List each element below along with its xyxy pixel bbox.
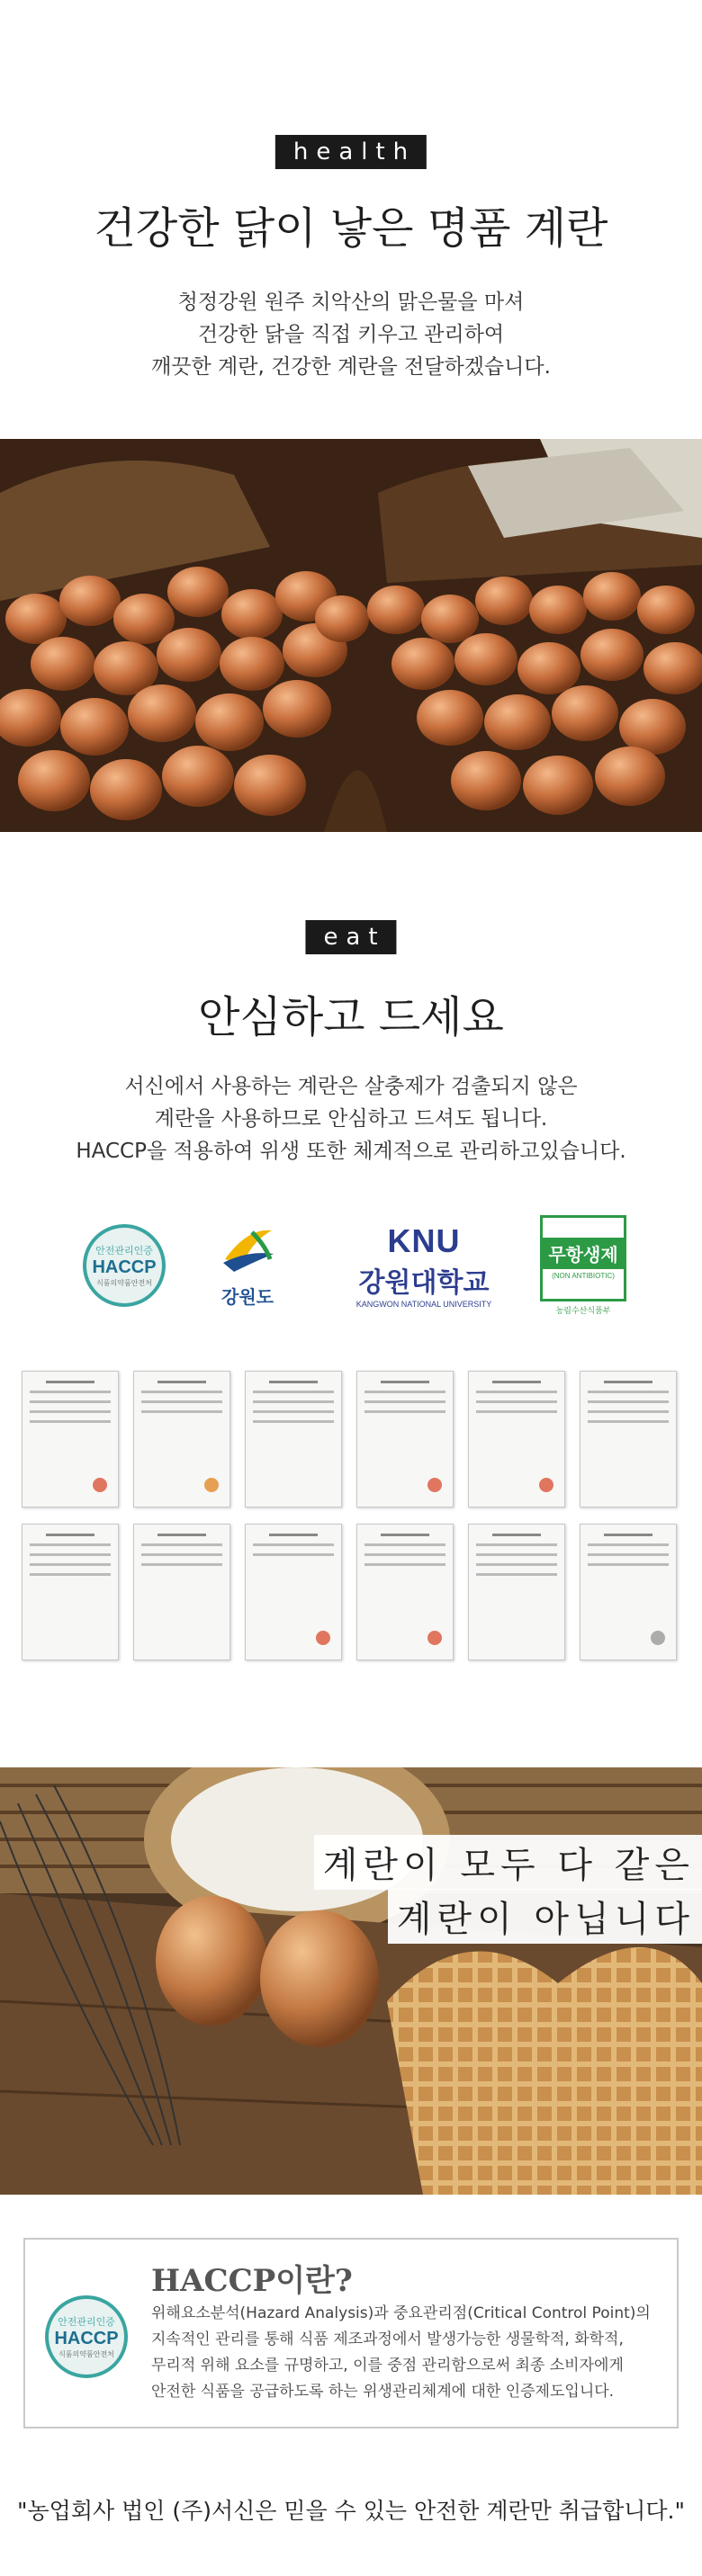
eat-line-1: 서신에서 사용하는 계란은 살충제가 검출되지 않은: [124, 1075, 578, 1098]
certificate-document[interactable]: [22, 1371, 119, 1507]
haccp-line-2: 지속적인 관리를 통해 식품 제조과정에서 발생가능한 생물학적, 화학적,: [151, 2330, 624, 2348]
haccp-badge-icon: [45, 2295, 128, 2378]
haccp-description: [151, 2301, 664, 2405]
stamp-icon: [651, 1631, 665, 1645]
gangwon-logo: [198, 1207, 297, 1324]
haccp-line-3: 무리적 위해 요소를 규명하고, 이를 중점 관리함으로써 최종 소비자에게: [151, 2357, 624, 2375]
haccp-logo: [79, 1207, 169, 1324]
certificate-document[interactable]: [356, 1371, 454, 1507]
gangwon-label: 강원도: [221, 1285, 274, 1308]
waffle-eggs-illustration: [0, 1767, 702, 2195]
health-line-2: 건강한 닭을 직접 키우고 관리하여: [197, 323, 505, 346]
haccp-badge-top: 안전관리인증: [95, 1245, 153, 1257]
banner-line-2: 계란이 아닙니다: [388, 1889, 702, 1944]
health-line-1: 청정강원 원주 치악산의 맑은물을 마셔: [177, 291, 525, 314]
stamp-icon: [428, 1631, 442, 1645]
no-antibiotic-logo: [538, 1207, 628, 1324]
eggs-in-baskets-photo: [0, 439, 702, 832]
health-tag: health: [275, 135, 427, 169]
knu-logo: [338, 1207, 509, 1324]
health-description: [0, 286, 702, 383]
certificate-document[interactable]: [133, 1524, 230, 1660]
waffle-eggs-photo: [0, 1767, 702, 2195]
no-antibiotic-sub: (NON ANTIBIOTIC): [552, 1271, 615, 1280]
certificate-document[interactable]: [580, 1524, 677, 1660]
certificate-document[interactable]: [468, 1371, 565, 1507]
certificate-document[interactable]: [245, 1524, 342, 1660]
banner-line-1: 계란이 모두 다 같은: [314, 1835, 702, 1890]
certification-logos: [0, 1207, 702, 1324]
gangwon-emblem-icon: [216, 1223, 279, 1277]
knu-sub: KANGWON NATIONAL UNIVERSITY: [356, 1300, 492, 1309]
eggs-illustration: [0, 439, 702, 832]
eat-line-3: HACCP을 적용하여 위생 또한 체계적으로 관리하고있습니다.: [76, 1140, 626, 1163]
eat-description: [0, 1070, 702, 1167]
no-antibiotic-org: 농림수산식품부: [555, 1307, 611, 1316]
eat-title: 안심하고 드세요: [198, 992, 504, 1042]
knu-mark: KNU: [387, 1222, 461, 1259]
haccp-badge-top: 안전관리인증: [58, 2316, 115, 2328]
stamp-icon: [539, 1478, 554, 1492]
closing-statement: "농업회사 법인 (주)서신은 믿을 수 있는 안전한 계란만 취급합니다.": [17, 2498, 685, 2524]
eat-line-2: 계란을 사용하므로 안심하고 드셔도 됩니다.: [154, 1107, 548, 1131]
certificate-grid: [22, 1371, 680, 1668]
haccp-heading: HACCP이란?: [151, 2263, 353, 2299]
certificate-document[interactable]: [133, 1371, 230, 1507]
certificate-document[interactable]: [580, 1371, 677, 1507]
certificate-document[interactable]: [22, 1524, 119, 1660]
stamp-icon: [316, 1631, 330, 1645]
haccp-line-4: 안전한 식품을 공급하도록 하는 위생관리체계에 대한 인증제도입니다.: [151, 2383, 615, 2401]
no-antibiotic-badge-icon: [540, 1215, 626, 1301]
haccp-badge-mid: HACCP: [54, 2329, 119, 2348]
no-antibiotic-title: 무항생제: [543, 1238, 623, 1269]
stamp-icon: [204, 1478, 219, 1492]
knu-name: 강원대학교: [358, 1267, 490, 1299]
haccp-badge-icon: [83, 1224, 166, 1307]
certificate-document[interactable]: [356, 1524, 454, 1660]
haccp-line-1: 위해요소분석(Hazard Analysis)과 중요관리점(Critical Control Point)의: [151, 2304, 651, 2322]
haccp-info-box: [23, 2238, 679, 2428]
stamp-icon: [428, 1478, 442, 1492]
eat-tag: eat: [305, 920, 396, 954]
health-title: 건강한 닭이 낳은 명품 계란: [94, 203, 608, 254]
certificate-document[interactable]: [468, 1524, 565, 1660]
haccp-badge-mid: HACCP: [92, 1257, 157, 1277]
haccp-badge-bottom: 식품의약품안전처: [96, 1279, 152, 1287]
health-line-3: 깨끗한 계란, 건강한 계란을 전달하겠습니다.: [151, 355, 551, 379]
haccp-badge-bottom: 식품의약품안전처: [58, 2350, 114, 2358]
stamp-icon: [93, 1478, 107, 1492]
certificate-document[interactable]: [245, 1371, 342, 1507]
